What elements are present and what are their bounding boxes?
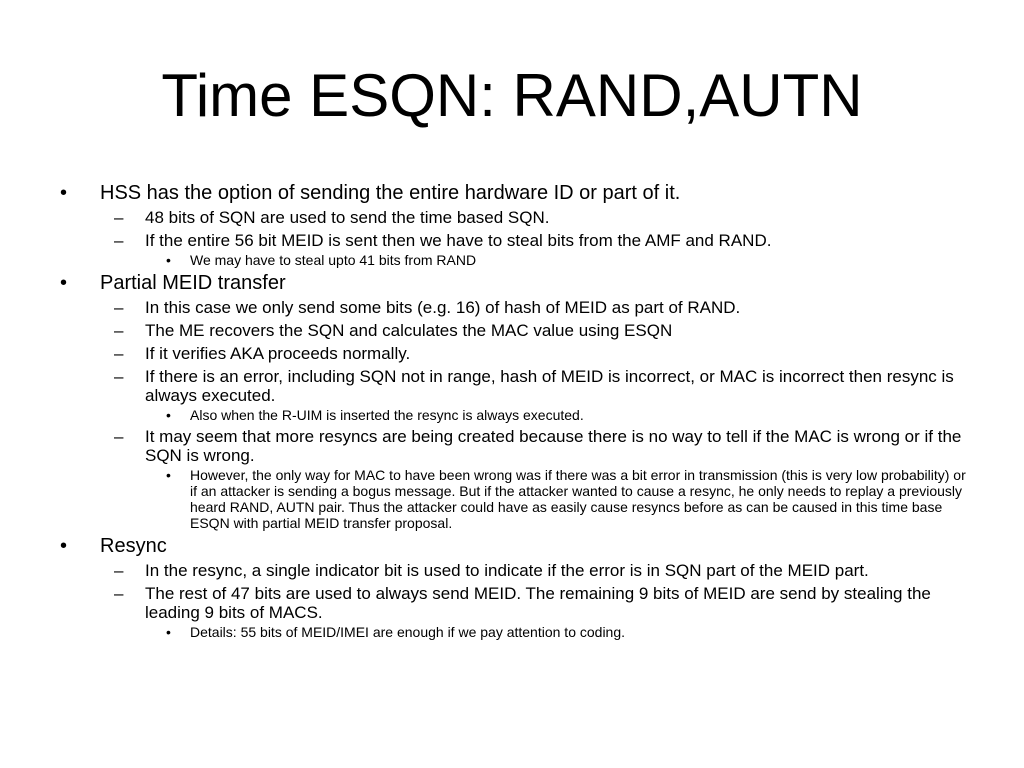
dash-bullet-icon: – [114,561,124,580]
bullet-icon: • [60,272,68,294]
dash-bullet-icon: – [114,208,124,227]
list-item-text: However, the only way for MAC to have been wrong was if there was a bit error in transmission (this is very low probability) or if an attacker is sending a bogus message. But if the attacker wanted to cause a resync, he only needs to replay a previously heard RAND, AUTN pair. Thus the attacker could have as easily cause resyncs before as can be caused in this time base ESQN with partial MEID transfer proposal. [190,467,966,531]
list-item [0,298,1024,317]
list-item [0,535,1024,557]
list-item [0,407,1024,423]
dash-bullet-icon: – [114,584,124,603]
list-item-text: Also when the R-UIM is inserted the resync is always executed. [190,407,584,423]
slide-title: Time ESQN: RAND,AUTN [161,62,863,129]
list-item [0,231,1024,250]
list-item-text: 48 bits of SQN are used to send the time based SQN. [145,208,550,227]
slide-content [0,178,1024,640]
list-item-text: In this case we only send some bits (e.g. 16) of hash of MEID as part of RAND. [145,298,741,317]
list-item [0,624,1024,640]
list-item [0,344,1024,363]
list-item [0,272,1024,294]
list-item-text: The rest of 47 bits are used to always send MEID. The remaining 9 bits of MEID are send by stealing the leading 9 bits of MACS. [145,584,931,622]
list-item [0,252,1024,268]
list-item-text: If it verifies AKA proceeds normally. [145,344,411,363]
bullet-icon: • [166,252,171,268]
list-item-text: It may seem that more resyncs are being created because there is no way to tell if the MAC is wrong or if the SQN is wrong. [145,427,962,465]
list-item [0,561,1024,580]
list-item-text: If there is an error, including SQN not in range, hash of MEID is incorrect, or MAC is incorrect then resync is always executed. [145,367,954,405]
list-item-text: We may have to steal upto 41 bits from RAND [190,252,477,268]
list-item [0,367,1024,405]
bullet-icon: • [166,467,171,483]
list-item-text: The ME recovers the SQN and calculates the MAC value using ESQN [145,321,673,340]
bullet-icon: • [60,535,68,557]
list-item-text: Details: 55 bits of MEID/IMEI are enough if we pay attention to coding. [190,624,626,640]
bullet-icon: • [60,182,68,204]
list-item-text: Partial MEID transfer [100,272,286,294]
bullet-icon: • [166,624,171,640]
dash-bullet-icon: – [114,231,124,250]
list-item-text: HSS has the option of sending the entire hardware ID or part of it. [100,182,681,204]
list-item-text: Resync [100,535,167,557]
list-item [0,182,1024,204]
list-item-text: In the resync, a single indicator bit is used to indicate if the error is in SQN part of the MEID part. [145,561,869,580]
dash-bullet-icon: – [114,321,124,340]
dash-bullet-icon: – [114,344,124,363]
list-item [0,321,1024,340]
list-item [0,208,1024,227]
bullet-icon: • [166,407,171,423]
list-item [0,584,1024,622]
list-item-text: If the entire 56 bit MEID is sent then we have to steal bits from the AMF and RAND. [145,231,772,250]
list-item [0,467,1024,531]
dash-bullet-icon: – [114,298,124,317]
dash-bullet-icon: – [114,427,124,446]
list-item [0,427,1024,465]
dash-bullet-icon: – [114,367,124,386]
